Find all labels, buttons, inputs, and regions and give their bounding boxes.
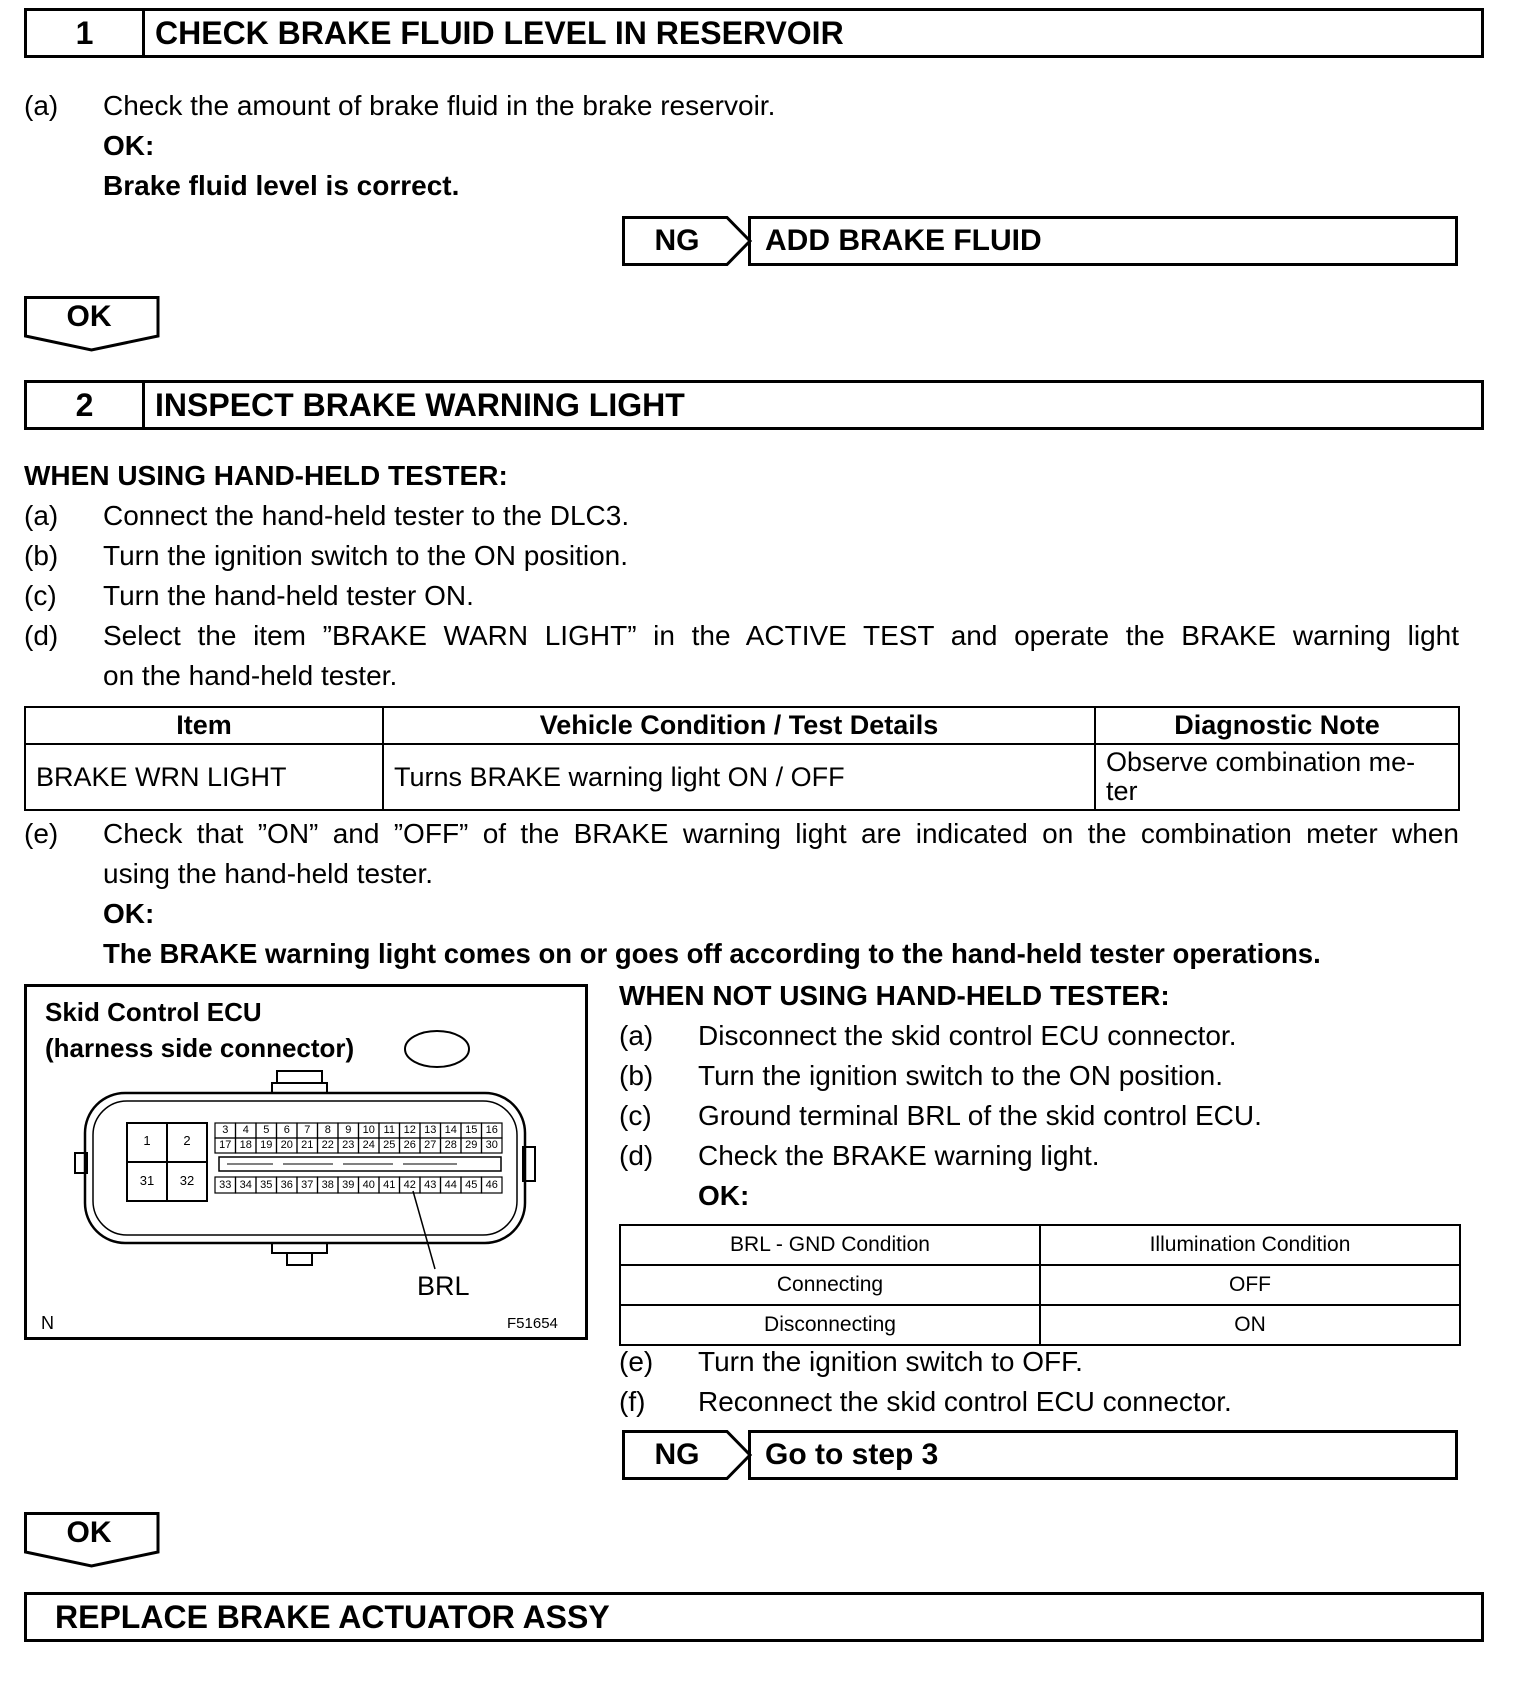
no-tester-heading: WHEN NOT USING HAND-HELD TESTER: — [619, 980, 1170, 1011]
ng-action-box: Go to step 3 — [748, 1430, 1458, 1480]
instruction-text: Turn the ignition switch to the ON position. — [698, 1060, 1223, 1091]
step-label: (b) — [24, 540, 59, 571]
pin-label: 41 — [383, 1179, 396, 1191]
figure-id: F51654 — [507, 1315, 558, 1332]
final-action-box — [24, 1592, 1484, 1642]
instruction-text: Select the item ”BRAKE WARN LIGHT” in the ACTIVE TEST and operate the BRAKE warning light — [103, 620, 1459, 651]
instruction-text: Connect the hand-held tester to the DLC3. — [103, 500, 630, 531]
pin-label: 40 — [362, 1179, 375, 1191]
ok-criterion: The BRAKE warning light comes on or goes off according to the hand-held tester operations. — [103, 938, 1321, 969]
table-header: BRL - GND Condition — [620, 1225, 1040, 1265]
table-cell: Turns BRAKE warning light ON / OFF — [383, 744, 1095, 810]
pin-label: 18 — [239, 1139, 252, 1151]
step-title: CHECK BRAKE FLUID LEVEL IN RESERVOIR — [155, 14, 844, 51]
step-label: (a) — [619, 1020, 654, 1051]
pin-label: 37 — [301, 1179, 314, 1191]
pin-label: 33 — [219, 1179, 232, 1191]
table-header: Diagnostic Note — [1095, 707, 1459, 744]
pin-label: 29 — [465, 1139, 478, 1151]
step-label: (f) — [619, 1386, 646, 1417]
instruction-text: Reconnect the skid control ECU connector. — [698, 1386, 1232, 1417]
step-label: (c) — [619, 1100, 652, 1131]
instruction-text-cont: on the hand-held tester. — [103, 660, 398, 691]
instruction-text-cont: using the hand-held tester. — [103, 858, 434, 889]
pin-label: 31 — [139, 1173, 155, 1188]
step-2-header — [24, 380, 1484, 430]
pin-label: 28 — [444, 1139, 457, 1151]
ok-label: OK: — [103, 898, 155, 929]
ok-arrow-button — [24, 1512, 164, 1568]
pin-label: 38 — [321, 1179, 334, 1191]
condition-table — [619, 1224, 1461, 1346]
instruction-text: Check the BRAKE warning light. — [698, 1140, 1100, 1171]
pin-label: 25 — [383, 1139, 396, 1151]
step-label: (a) — [24, 500, 59, 531]
table-cell: Disconnecting — [620, 1305, 1040, 1345]
pin-label: 1 — [143, 1133, 151, 1148]
pin-label: 42 — [403, 1179, 416, 1191]
instruction-text: Check that ”ON” and ”OFF” of the BRAKE warning light are indicated on the combination meter when — [103, 818, 1459, 849]
brl-label: BRL — [417, 1271, 470, 1301]
ok-label: OK: — [698, 1180, 750, 1211]
ng-label: NG — [654, 1438, 700, 1471]
ng-branch — [622, 216, 1456, 266]
ok-arrow-button — [24, 296, 164, 352]
pin-label: 10 — [362, 1124, 375, 1136]
step-1-header — [24, 8, 1484, 58]
pin-label: 13 — [424, 1124, 437, 1136]
step-label: (e) — [619, 1346, 654, 1377]
pin-label: 22 — [321, 1139, 334, 1151]
instruction-text: Turn the ignition switch to the ON position. — [103, 540, 628, 571]
ok-button-label: OK — [66, 300, 112, 333]
pin-label: 39 — [342, 1179, 355, 1191]
step-label: (c) — [24, 580, 57, 611]
pin-label: 19 — [260, 1139, 273, 1151]
instruction-text: Disconnect the skid control ECU connector. — [698, 1020, 1237, 1051]
table-cell: ON — [1040, 1305, 1460, 1345]
table-header: Illumination Condition — [1040, 1225, 1460, 1265]
pin-label: 15 — [465, 1124, 478, 1136]
pin-label: 34 — [239, 1179, 252, 1191]
pin-label: 21 — [301, 1139, 314, 1151]
pin-label: 43 — [424, 1179, 437, 1191]
pin-label: 23 — [342, 1139, 355, 1151]
table-cell: Observe combination me- ter — [1095, 744, 1459, 810]
pin-label: 20 — [280, 1139, 293, 1151]
diagram-subtitle: (harness side connector) — [45, 1033, 355, 1063]
pin-label: 36 — [280, 1179, 293, 1191]
table-cell: BRAKE WRN LIGHT — [25, 744, 383, 810]
connector-drawing — [27, 987, 591, 1343]
pin-label: 12 — [403, 1124, 416, 1136]
table-header: Item — [25, 707, 383, 744]
pin-label: 3 — [222, 1124, 229, 1136]
pin-label: 44 — [444, 1179, 457, 1191]
connector-diagram — [24, 984, 588, 1340]
ok-label: OK: — [103, 130, 155, 161]
pin-label: 45 — [465, 1179, 478, 1191]
pin-label: 7 — [304, 1124, 311, 1136]
table-cell: OFF — [1040, 1265, 1460, 1305]
pin-label: 17 — [219, 1139, 232, 1151]
pin-label: 2 — [183, 1133, 191, 1148]
pin-label: 35 — [260, 1179, 273, 1191]
pin-label: 9 — [345, 1124, 352, 1136]
instruction-text: Check the amount of brake fluid in the brake reservoir. — [103, 90, 776, 121]
active-test-table — [24, 706, 1460, 811]
corner-label: N — [41, 1313, 54, 1333]
pin-label: 8 — [324, 1124, 331, 1136]
pin-label: 14 — [444, 1124, 457, 1136]
pin-label: 32 — [179, 1173, 195, 1188]
instruction-text: Turn the ignition switch to OFF. — [698, 1346, 1083, 1377]
pin-label: 11 — [383, 1124, 395, 1136]
table-header: Vehicle Condition / Test Details — [383, 707, 1095, 744]
pin-label: 24 — [362, 1139, 375, 1151]
pin-label: 27 — [424, 1139, 437, 1151]
step-label: (b) — [619, 1060, 654, 1091]
ng-action-box: ADD BRAKE FLUID — [748, 216, 1458, 266]
step-label: (a) — [24, 90, 59, 121]
step-number: 1 — [27, 11, 145, 55]
pin-label: 26 — [403, 1139, 416, 1151]
step-label: (d) — [619, 1140, 654, 1171]
step-number: 2 — [27, 383, 145, 427]
pin-label: 16 — [485, 1124, 498, 1136]
diagram-title: Skid Control ECU — [45, 997, 262, 1027]
pin-label: 4 — [242, 1124, 249, 1136]
table-cell: Connecting — [620, 1265, 1040, 1305]
step-label: (e) — [24, 818, 59, 849]
pin-label: 6 — [283, 1124, 290, 1136]
step-label: (d) — [24, 620, 59, 651]
instruction-text: Turn the hand-held tester ON. — [103, 580, 474, 611]
ng-label: NG — [654, 224, 700, 257]
final-action-title: REPLACE BRAKE ACTUATOR ASSY — [55, 1598, 610, 1635]
pin-label: 5 — [263, 1124, 270, 1136]
step-title: INSPECT BRAKE WARNING LIGHT — [155, 386, 685, 423]
pin-label: 30 — [485, 1139, 498, 1151]
ng-branch — [622, 1430, 1456, 1480]
pin-label: 46 — [485, 1179, 498, 1191]
tester-heading: WHEN USING HAND-HELD TESTER: — [24, 460, 508, 491]
instruction-text: Ground terminal BRL of the skid control ECU. — [698, 1100, 1262, 1131]
ok-criterion: Brake fluid level is correct. — [103, 170, 460, 201]
ok-button-label: OK — [66, 1516, 112, 1549]
